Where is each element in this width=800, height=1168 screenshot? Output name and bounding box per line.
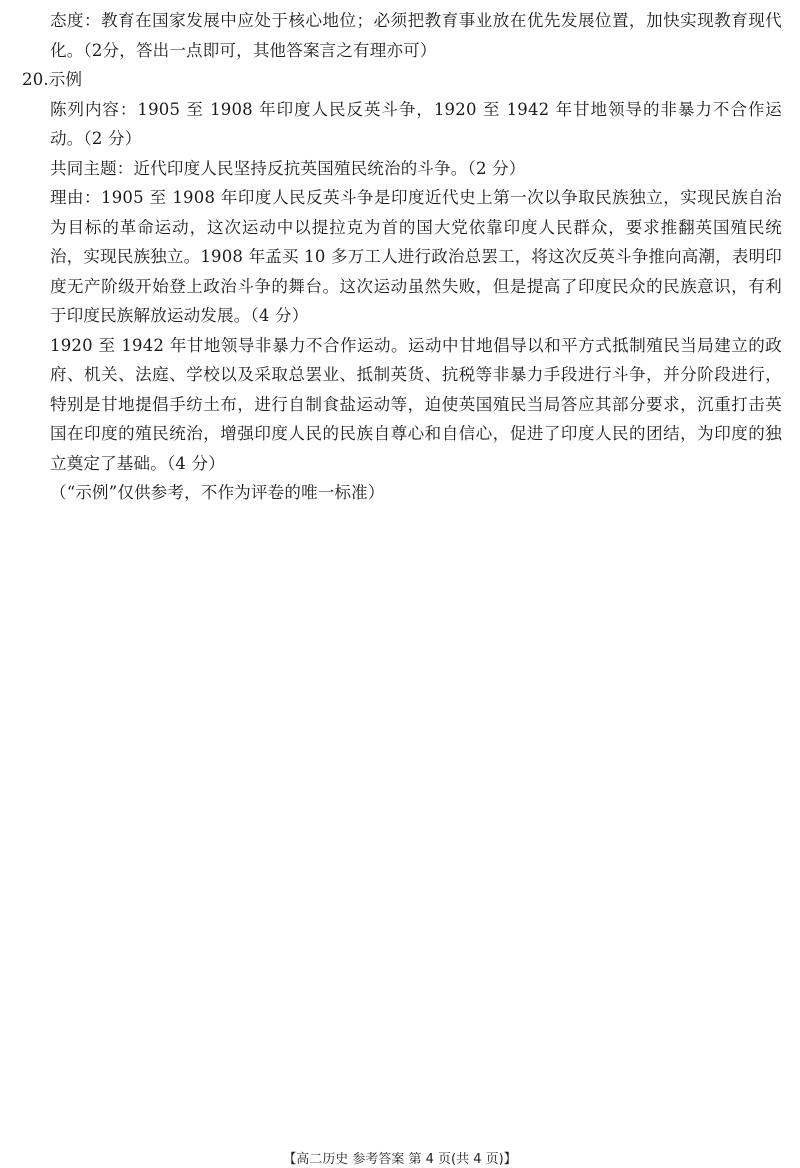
question-20-reason-1920: 1920 至 1942 年甘地领导非暴力不合作运动。运动中甘地倡导以和平方式抵制殖民当局建立的政府、机关、法庭、学校以及采取总罢业、抵制英货、抗税等非暴力手段进行斗争，并分阶段进行，特别是甘地提倡手纺土布，进行自制食盐运动等，迫使英国殖民当局答应其部分要求，沉重打击英国在印度的殖民统治，增强印度人民的民族自尊心和自信心，促进了印度人民的团结，为印度的独立奠定了基础。（4 分）	[50, 335, 782, 473]
question-20-exhibit-content: 陈列内容：1905 至 1908 年印度人民反英斗争，1920 至 1942 年甘地领导的非暴力不合作运动。（2 分）	[50, 99, 782, 148]
question-20-note: （“示例”仅供参考，不作为评卷的唯一标准）	[50, 483, 385, 502]
page-footer: 【高二历史 参考答案 第 4 页(共 4 页)】	[283, 1152, 517, 1167]
answer-content	[22, 6, 782, 508]
answer-19-attitude: 态度：教育在国家发展中应处于核心地位；必须把教育事业放在优先发展位置，加快实现教育现代化。（2分，答出一点即可，其他答案言之有理亦可）	[50, 11, 782, 60]
question-20-label: 20.示例	[22, 70, 83, 89]
question-20-reason-1905: 理由：1905 至 1908 年印度人民反英斗争是印度近代史上第一次以争取民族独立，实现民族自治为目标的革命运动，这次运动中以提拉克为首的国大党依靠印度人民群众，要求推翻英国殖民统治，实现民族独立。1908 年孟买 10 多万工人进行政治总罢工，将这次反英斗争推向高潮，表明印度无产阶级开始登上政治斗争的舞台。这次运动虽然失败，但是提高了印度民众的民族意识，有利于印度民族解放运动发展。（4 分）	[50, 188, 782, 325]
question-20-common-theme: 共同主题：近代印度人民坚持反抗英国殖民统治的斗争。（2 分）	[50, 158, 526, 178]
